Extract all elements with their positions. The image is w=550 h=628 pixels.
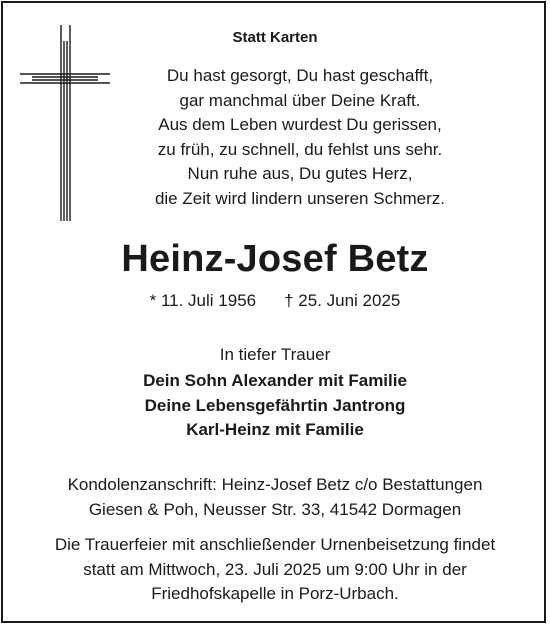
poem-line: die Zeit wird lindern unseren Schmerz. bbox=[154, 188, 446, 208]
mourner: Karl-Heinz mit Familie bbox=[186, 420, 364, 439]
mourners-list bbox=[0, 369, 550, 443]
mourning-intro: In tiefer Trauer bbox=[219, 345, 331, 364]
ceremony-line: statt am Mittwoch, 23. Juli 2025 um 9:00 Uhr in der bbox=[83, 559, 467, 579]
death-date: † 25. Juni 2025 bbox=[284, 291, 401, 310]
poem-line: Aus dem Leben wurdest Du gerissen, bbox=[158, 115, 442, 134]
condolence-line: Giesen & Poh, Neusser Str. 33, 41542 Dormagen bbox=[88, 499, 462, 519]
poem-line: Du hast gesorgt, Du hast geschafft, bbox=[166, 66, 434, 85]
birth-date: * 11. Juli 1956 bbox=[149, 291, 257, 310]
mourner: Deine Lebensgefährtin Jantrong bbox=[144, 395, 406, 415]
life-dates bbox=[0, 290, 550, 312]
deceased-name: Heinz-Josef Betz bbox=[121, 238, 429, 280]
ceremony-info bbox=[0, 533, 550, 607]
poem bbox=[50, 64, 550, 211]
poem-line: zu früh, zu schnell, du fehlst uns sehr. bbox=[157, 139, 443, 159]
poem-line: Nun ruhe aus, Du gutes Herz, bbox=[187, 164, 413, 183]
poem-line: gar manchmal über Deine Kraft. bbox=[179, 90, 421, 110]
condolence-address bbox=[0, 473, 550, 522]
condolence-line: Kondolenzanschrift: Heinz-Josef Betz c/o Bestattungen bbox=[67, 475, 483, 494]
header-note: Statt Karten bbox=[232, 29, 318, 46]
ceremony-line: Friedhofskapelle in Porz-Urbach. bbox=[151, 584, 399, 603]
mourner: Dein Sohn Alexander mit Familie bbox=[143, 371, 407, 390]
ceremony-line: Die Trauerfeier mit anschließender Urnenbeisetzung findet bbox=[54, 535, 496, 554]
